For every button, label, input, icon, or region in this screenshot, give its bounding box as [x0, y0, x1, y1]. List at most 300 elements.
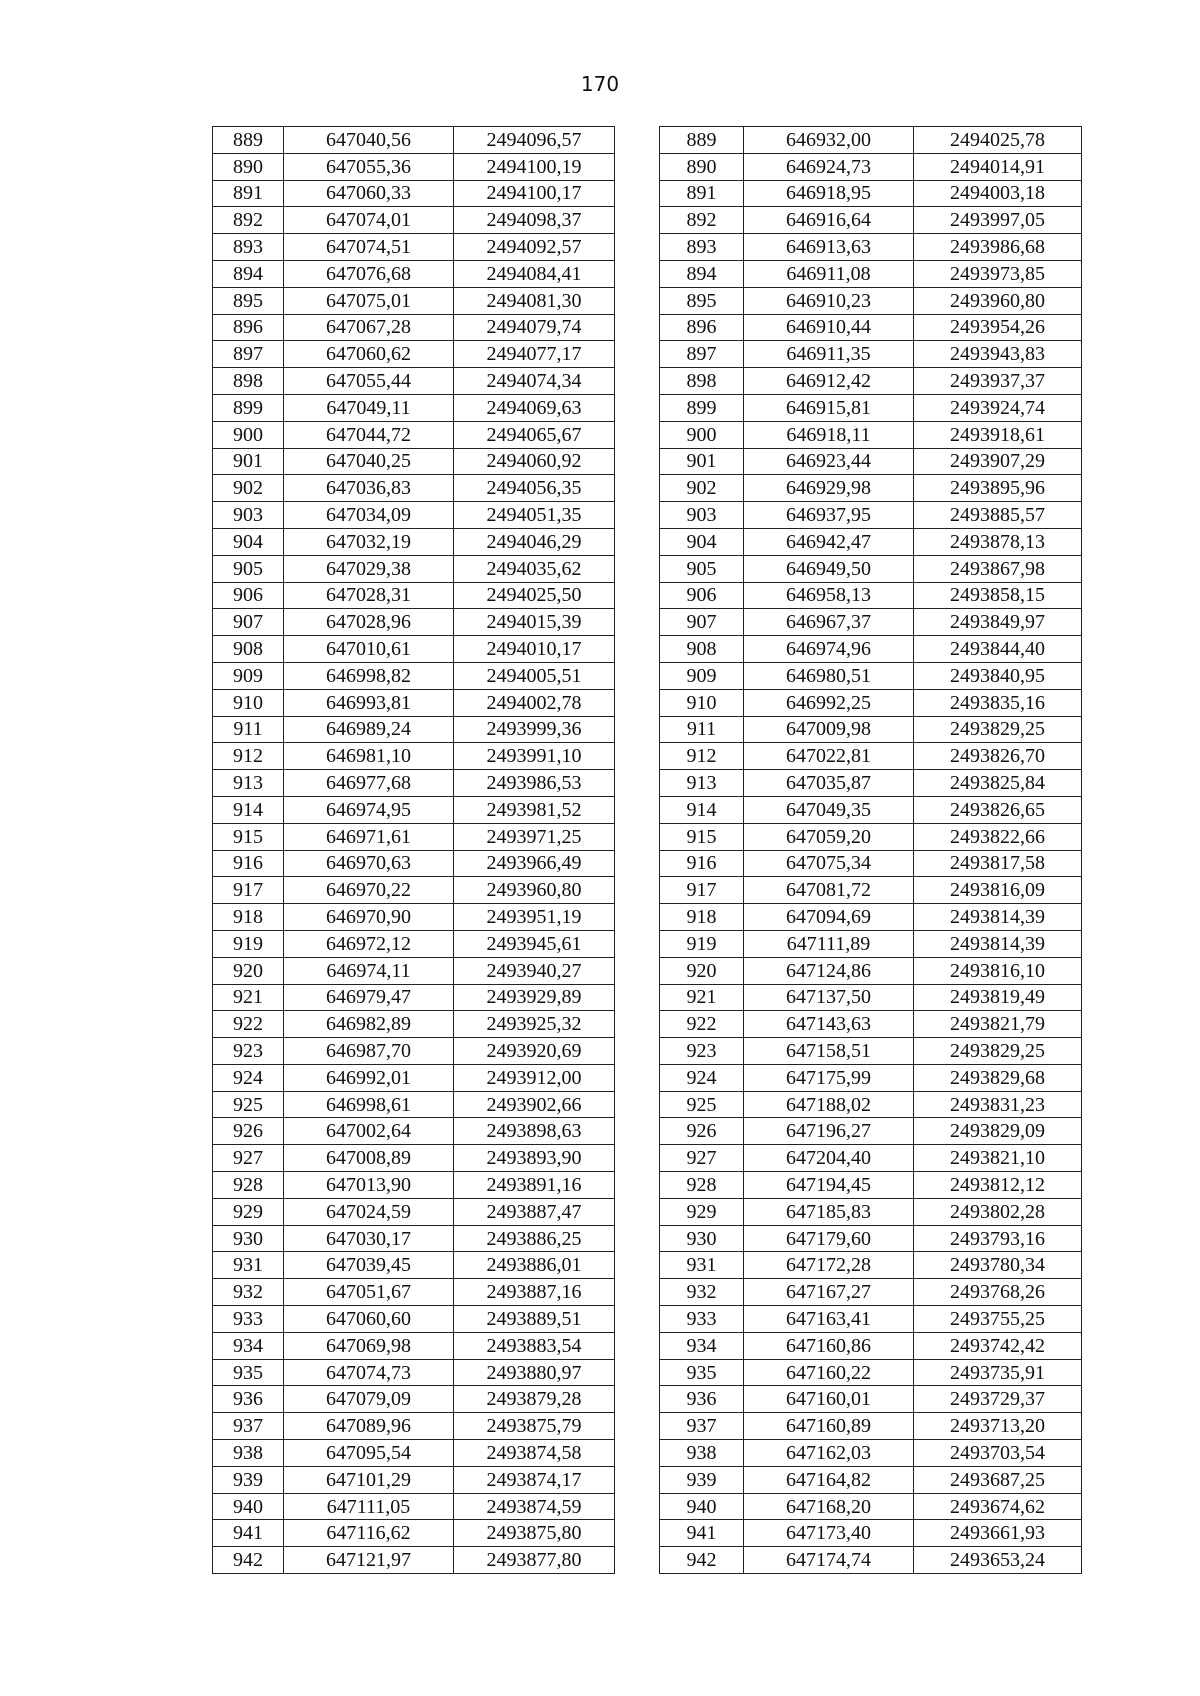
table-row	[213, 904, 1082, 931]
table-row	[213, 368, 1082, 395]
x-coordinate-left: 647051,67	[284, 1279, 454, 1306]
table-row	[213, 582, 1082, 609]
y-coordinate-left: 2493981,52	[454, 796, 615, 823]
point-number-left: 897	[213, 341, 284, 368]
y-coordinate-left: 2493891,16	[454, 1172, 615, 1199]
table-row	[213, 662, 1082, 689]
y-coordinate-left: 2494010,17	[454, 636, 615, 663]
table-row	[213, 1466, 1082, 1493]
point-number-left: 889	[213, 127, 284, 154]
y-coordinate-right: 2493907,29	[914, 448, 1082, 475]
point-number-left: 901	[213, 448, 284, 475]
x-coordinate-right: 647143,63	[744, 1011, 914, 1038]
y-coordinate-left: 2493991,10	[454, 743, 615, 770]
y-coordinate-right: 2493878,13	[914, 528, 1082, 555]
point-number-right: 899	[660, 394, 744, 421]
x-coordinate-left: 647024,59	[284, 1198, 454, 1225]
table-row	[213, 1332, 1082, 1359]
column-gap	[615, 180, 660, 207]
x-coordinate-right: 646923,44	[744, 448, 914, 475]
table-row	[213, 689, 1082, 716]
point-number-left: 939	[213, 1466, 284, 1493]
y-coordinate-right: 2493819,49	[914, 984, 1082, 1011]
y-coordinate-right: 2493821,10	[914, 1145, 1082, 1172]
point-number-left: 899	[213, 394, 284, 421]
table-row	[213, 1198, 1082, 1225]
point-number-left: 938	[213, 1440, 284, 1467]
y-coordinate-right: 2493844,40	[914, 636, 1082, 663]
point-number-left: 941	[213, 1520, 284, 1547]
y-coordinate-left: 2493887,16	[454, 1279, 615, 1306]
column-gap	[615, 877, 660, 904]
column-gap	[615, 1198, 660, 1225]
point-number-left: 914	[213, 796, 284, 823]
point-number-right: 928	[660, 1172, 744, 1199]
y-coordinate-right: 2493918,61	[914, 421, 1082, 448]
point-number-right: 925	[660, 1091, 744, 1118]
table-row	[213, 127, 1082, 154]
point-number-left: 916	[213, 850, 284, 877]
point-number-right: 901	[660, 448, 744, 475]
table-row	[213, 421, 1082, 448]
point-number-right: 930	[660, 1225, 744, 1252]
x-coordinate-right: 647194,45	[744, 1172, 914, 1199]
table-row	[213, 207, 1082, 234]
x-coordinate-left: 646970,90	[284, 904, 454, 931]
y-coordinate-left: 2494025,50	[454, 582, 615, 609]
x-coordinate-right: 647175,99	[744, 1064, 914, 1091]
point-number-right: 913	[660, 770, 744, 797]
column-gap	[615, 1011, 660, 1038]
point-number-right: 912	[660, 743, 744, 770]
y-coordinate-right: 2493793,16	[914, 1225, 1082, 1252]
point-number-right: 909	[660, 662, 744, 689]
y-coordinate-left: 2493971,25	[454, 823, 615, 850]
table-row	[213, 716, 1082, 743]
x-coordinate-left: 646989,24	[284, 716, 454, 743]
x-coordinate-right: 647160,89	[744, 1413, 914, 1440]
point-number-right: 906	[660, 582, 744, 609]
x-coordinate-left: 647067,28	[284, 314, 454, 341]
y-coordinate-left: 2493889,51	[454, 1306, 615, 1333]
x-coordinate-left: 647116,62	[284, 1520, 454, 1547]
x-coordinate-left: 647079,09	[284, 1386, 454, 1413]
y-coordinate-right: 2493755,25	[914, 1306, 1082, 1333]
point-number-left: 895	[213, 287, 284, 314]
table-row	[213, 1440, 1082, 1467]
y-coordinate-right: 2493674,62	[914, 1493, 1082, 1520]
x-coordinate-left: 647002,64	[284, 1118, 454, 1145]
point-number-left: 940	[213, 1493, 284, 1520]
point-number-left: 918	[213, 904, 284, 931]
point-number-left: 898	[213, 368, 284, 395]
point-number-left: 903	[213, 502, 284, 529]
x-coordinate-right: 647049,35	[744, 796, 914, 823]
point-number-left: 905	[213, 555, 284, 582]
point-number-right: 939	[660, 1466, 744, 1493]
y-coordinate-right: 2493840,95	[914, 662, 1082, 689]
column-gap	[615, 555, 660, 582]
table-row	[213, 930, 1082, 957]
table-row	[213, 770, 1082, 797]
x-coordinate-left: 647028,96	[284, 609, 454, 636]
table-row	[213, 475, 1082, 502]
x-coordinate-right: 646929,98	[744, 475, 914, 502]
x-coordinate-right: 647173,40	[744, 1520, 914, 1547]
x-coordinate-left: 646972,12	[284, 930, 454, 957]
table-row	[213, 1386, 1082, 1413]
y-coordinate-left: 2494002,78	[454, 689, 615, 716]
point-number-right: 893	[660, 234, 744, 261]
y-coordinate-left: 2494077,17	[454, 341, 615, 368]
x-coordinate-left: 647074,51	[284, 234, 454, 261]
x-coordinate-right: 647204,40	[744, 1145, 914, 1172]
x-coordinate-left: 646970,22	[284, 877, 454, 904]
x-coordinate-right: 647059,20	[744, 823, 914, 850]
column-gap	[615, 636, 660, 663]
x-coordinate-left: 647069,98	[284, 1332, 454, 1359]
y-coordinate-right: 2493829,25	[914, 1038, 1082, 1065]
x-coordinate-right: 647160,86	[744, 1332, 914, 1359]
point-number-left: 934	[213, 1332, 284, 1359]
column-gap	[615, 609, 660, 636]
table-row	[213, 180, 1082, 207]
point-number-left: 894	[213, 260, 284, 287]
x-coordinate-right: 647163,41	[744, 1306, 914, 1333]
x-coordinate-left: 646974,95	[284, 796, 454, 823]
x-coordinate-left: 646993,81	[284, 689, 454, 716]
point-number-right: 917	[660, 877, 744, 904]
y-coordinate-right: 2493768,26	[914, 1279, 1082, 1306]
y-coordinate-left: 2493879,28	[454, 1386, 615, 1413]
y-coordinate-right: 2493831,23	[914, 1091, 1082, 1118]
table-row	[213, 1118, 1082, 1145]
y-coordinate-left: 2493898,63	[454, 1118, 615, 1145]
x-coordinate-left: 646977,68	[284, 770, 454, 797]
column-gap	[615, 368, 660, 395]
point-number-right: 933	[660, 1306, 744, 1333]
y-coordinate-right: 2493924,74	[914, 394, 1082, 421]
column-gap	[615, 1493, 660, 1520]
column-gap	[615, 1145, 660, 1172]
column-gap	[615, 127, 660, 154]
y-coordinate-left: 2493986,53	[454, 770, 615, 797]
table-row	[213, 153, 1082, 180]
table-row	[213, 957, 1082, 984]
point-number-left: 900	[213, 421, 284, 448]
table-row	[213, 1038, 1082, 1065]
y-coordinate-right: 2493885,57	[914, 502, 1082, 529]
x-coordinate-right: 646937,95	[744, 502, 914, 529]
x-coordinate-right: 646916,64	[744, 207, 914, 234]
x-coordinate-left: 646974,11	[284, 957, 454, 984]
x-coordinate-left: 647095,54	[284, 1440, 454, 1467]
y-coordinate-right: 2493960,80	[914, 287, 1082, 314]
table-row	[213, 314, 1082, 341]
x-coordinate-left: 647075,01	[284, 287, 454, 314]
x-coordinate-left: 647028,31	[284, 582, 454, 609]
column-gap	[615, 582, 660, 609]
y-coordinate-left: 2493887,47	[454, 1198, 615, 1225]
point-number-right: 916	[660, 850, 744, 877]
x-coordinate-right: 647174,74	[744, 1547, 914, 1574]
x-coordinate-right: 646958,13	[744, 582, 914, 609]
point-number-right: 921	[660, 984, 744, 1011]
table-row	[213, 341, 1082, 368]
point-number-right: 907	[660, 609, 744, 636]
y-coordinate-right: 2493703,54	[914, 1440, 1082, 1467]
column-gap	[615, 314, 660, 341]
point-number-right: 891	[660, 180, 744, 207]
y-coordinate-right: 2493816,09	[914, 877, 1082, 904]
point-number-left: 919	[213, 930, 284, 957]
column-gap	[615, 770, 660, 797]
x-coordinate-left: 647032,19	[284, 528, 454, 555]
x-coordinate-right: 647137,50	[744, 984, 914, 1011]
x-coordinate-right: 646918,11	[744, 421, 914, 448]
point-number-right: 926	[660, 1118, 744, 1145]
y-coordinate-left: 2494079,74	[454, 314, 615, 341]
point-number-left: 932	[213, 1279, 284, 1306]
x-coordinate-right: 647081,72	[744, 877, 914, 904]
column-gap	[615, 1413, 660, 1440]
column-gap	[615, 1091, 660, 1118]
point-number-left: 908	[213, 636, 284, 663]
table-row	[213, 850, 1082, 877]
column-gap	[615, 850, 660, 877]
x-coordinate-right: 647094,69	[744, 904, 914, 931]
column-gap	[615, 1440, 660, 1467]
y-coordinate-right: 2493653,24	[914, 1547, 1082, 1574]
y-coordinate-right: 2493687,25	[914, 1466, 1082, 1493]
column-gap	[615, 475, 660, 502]
y-coordinate-right: 2493829,25	[914, 716, 1082, 743]
table-row	[213, 1359, 1082, 1386]
point-number-right: 890	[660, 153, 744, 180]
column-gap	[615, 1306, 660, 1333]
y-coordinate-left: 2494096,57	[454, 127, 615, 154]
y-coordinate-left: 2494100,17	[454, 180, 615, 207]
point-number-left: 921	[213, 984, 284, 1011]
point-number-left: 907	[213, 609, 284, 636]
y-coordinate-left: 2494092,57	[454, 234, 615, 261]
x-coordinate-right: 646942,47	[744, 528, 914, 555]
x-coordinate-left: 647055,36	[284, 153, 454, 180]
y-coordinate-right: 2494003,18	[914, 180, 1082, 207]
point-number-right: 922	[660, 1011, 744, 1038]
column-gap	[615, 260, 660, 287]
x-coordinate-right: 647111,89	[744, 930, 914, 957]
point-number-right: 897	[660, 341, 744, 368]
point-number-right: 938	[660, 1440, 744, 1467]
y-coordinate-left: 2494084,41	[454, 260, 615, 287]
y-coordinate-right: 2493822,66	[914, 823, 1082, 850]
table-row	[213, 609, 1082, 636]
x-coordinate-right: 647167,27	[744, 1279, 914, 1306]
x-coordinate-left: 646998,61	[284, 1091, 454, 1118]
column-gap	[615, 207, 660, 234]
table-row	[213, 1011, 1082, 1038]
column-gap	[615, 1386, 660, 1413]
y-coordinate-right: 2493825,84	[914, 770, 1082, 797]
y-coordinate-right: 2494025,78	[914, 127, 1082, 154]
y-coordinate-left: 2493874,58	[454, 1440, 615, 1467]
column-gap	[615, 1520, 660, 1547]
point-number-left: 933	[213, 1306, 284, 1333]
x-coordinate-left: 646981,10	[284, 743, 454, 770]
x-coordinate-right: 646910,44	[744, 314, 914, 341]
point-number-left: 936	[213, 1386, 284, 1413]
x-coordinate-right: 647172,28	[744, 1252, 914, 1279]
x-coordinate-left: 647060,62	[284, 341, 454, 368]
column-gap	[615, 1038, 660, 1065]
point-number-right: 920	[660, 957, 744, 984]
point-number-left: 909	[213, 662, 284, 689]
table-row	[213, 1547, 1082, 1574]
x-coordinate-left: 647044,72	[284, 421, 454, 448]
y-coordinate-left: 2493893,90	[454, 1145, 615, 1172]
point-number-right: 910	[660, 689, 744, 716]
point-number-left: 929	[213, 1198, 284, 1225]
x-coordinate-left: 647030,17	[284, 1225, 454, 1252]
point-number-left: 930	[213, 1225, 284, 1252]
point-number-right: 900	[660, 421, 744, 448]
point-number-right: 889	[660, 127, 744, 154]
point-number-left: 924	[213, 1064, 284, 1091]
point-number-left: 922	[213, 1011, 284, 1038]
y-coordinate-right: 2493858,15	[914, 582, 1082, 609]
x-coordinate-left: 647034,09	[284, 502, 454, 529]
x-coordinate-right: 647158,51	[744, 1038, 914, 1065]
x-coordinate-left: 647040,25	[284, 448, 454, 475]
point-number-left: 915	[213, 823, 284, 850]
point-number-right: 924	[660, 1064, 744, 1091]
y-coordinate-left: 2494005,51	[454, 662, 615, 689]
column-gap	[615, 1279, 660, 1306]
y-coordinate-left: 2494069,63	[454, 394, 615, 421]
point-number-right: 895	[660, 287, 744, 314]
y-coordinate-left: 2494056,35	[454, 475, 615, 502]
column-gap	[615, 957, 660, 984]
point-number-left: 917	[213, 877, 284, 904]
column-gap	[615, 448, 660, 475]
point-number-left: 896	[213, 314, 284, 341]
x-coordinate-right: 647162,03	[744, 1440, 914, 1467]
x-coordinate-left: 646987,70	[284, 1038, 454, 1065]
point-number-right: 929	[660, 1198, 744, 1225]
x-coordinate-left: 647060,60	[284, 1306, 454, 1333]
x-coordinate-left: 647074,01	[284, 207, 454, 234]
point-number-left: 926	[213, 1118, 284, 1145]
x-coordinate-left: 647111,05	[284, 1493, 454, 1520]
column-gap	[615, 502, 660, 529]
y-coordinate-left: 2494098,37	[454, 207, 615, 234]
y-coordinate-left: 2493883,54	[454, 1332, 615, 1359]
x-coordinate-right: 647009,98	[744, 716, 914, 743]
table-row	[213, 636, 1082, 663]
x-coordinate-left: 646982,89	[284, 1011, 454, 1038]
y-coordinate-left: 2494065,67	[454, 421, 615, 448]
y-coordinate-right: 2493895,96	[914, 475, 1082, 502]
table-row	[213, 260, 1082, 287]
y-coordinate-right: 2493816,10	[914, 957, 1082, 984]
y-coordinate-right: 2493821,79	[914, 1011, 1082, 1038]
point-number-right: 927	[660, 1145, 744, 1172]
column-gap	[615, 394, 660, 421]
x-coordinate-right: 646980,51	[744, 662, 914, 689]
point-number-left: 935	[213, 1359, 284, 1386]
point-number-left: 893	[213, 234, 284, 261]
x-coordinate-right: 647179,60	[744, 1225, 914, 1252]
point-number-right: 919	[660, 930, 744, 957]
y-coordinate-right: 2493826,70	[914, 743, 1082, 770]
y-coordinate-left: 2493929,89	[454, 984, 615, 1011]
y-coordinate-left: 2494015,39	[454, 609, 615, 636]
column-gap	[615, 341, 660, 368]
point-number-left: 891	[213, 180, 284, 207]
table-row	[213, 502, 1082, 529]
point-number-right: 902	[660, 475, 744, 502]
page-number: 170	[580, 72, 620, 96]
column-gap	[615, 528, 660, 555]
x-coordinate-left: 647036,83	[284, 475, 454, 502]
column-gap	[615, 930, 660, 957]
column-gap	[615, 1064, 660, 1091]
table-row	[213, 234, 1082, 261]
y-coordinate-left: 2493920,69	[454, 1038, 615, 1065]
table-row	[213, 823, 1082, 850]
point-number-left: 911	[213, 716, 284, 743]
table-row	[213, 1145, 1082, 1172]
x-coordinate-right: 646924,73	[744, 153, 914, 180]
point-number-right: 903	[660, 502, 744, 529]
point-number-right: 934	[660, 1332, 744, 1359]
y-coordinate-right: 2493742,42	[914, 1332, 1082, 1359]
y-coordinate-right: 2493973,85	[914, 260, 1082, 287]
table-row	[213, 1225, 1082, 1252]
column-gap	[615, 1359, 660, 1386]
y-coordinate-right: 2493954,26	[914, 314, 1082, 341]
y-coordinate-right: 2493814,39	[914, 930, 1082, 957]
x-coordinate-left: 646992,01	[284, 1064, 454, 1091]
point-number-right: 908	[660, 636, 744, 663]
column-gap	[615, 662, 660, 689]
x-coordinate-right: 647164,82	[744, 1466, 914, 1493]
column-gap	[615, 421, 660, 448]
y-coordinate-right: 2493829,09	[914, 1118, 1082, 1145]
y-coordinate-right: 2493802,28	[914, 1198, 1082, 1225]
point-number-right: 941	[660, 1520, 744, 1547]
x-coordinate-right: 647075,34	[744, 850, 914, 877]
point-number-left: 906	[213, 582, 284, 609]
x-coordinate-right: 647035,87	[744, 770, 914, 797]
y-coordinate-left: 2494081,30	[454, 287, 615, 314]
y-coordinate-right: 2493729,37	[914, 1386, 1082, 1413]
point-number-right: 894	[660, 260, 744, 287]
coordinates-table	[212, 126, 1082, 1574]
x-coordinate-right: 647185,83	[744, 1198, 914, 1225]
y-coordinate-left: 2493875,79	[454, 1413, 615, 1440]
x-coordinate-left: 647074,73	[284, 1359, 454, 1386]
point-number-right: 931	[660, 1252, 744, 1279]
table-row	[213, 1520, 1082, 1547]
table-row	[213, 448, 1082, 475]
point-number-right: 932	[660, 1279, 744, 1306]
y-coordinate-right: 2493661,93	[914, 1520, 1082, 1547]
column-gap	[615, 1547, 660, 1574]
x-coordinate-left: 647010,61	[284, 636, 454, 663]
point-number-right: 940	[660, 1493, 744, 1520]
